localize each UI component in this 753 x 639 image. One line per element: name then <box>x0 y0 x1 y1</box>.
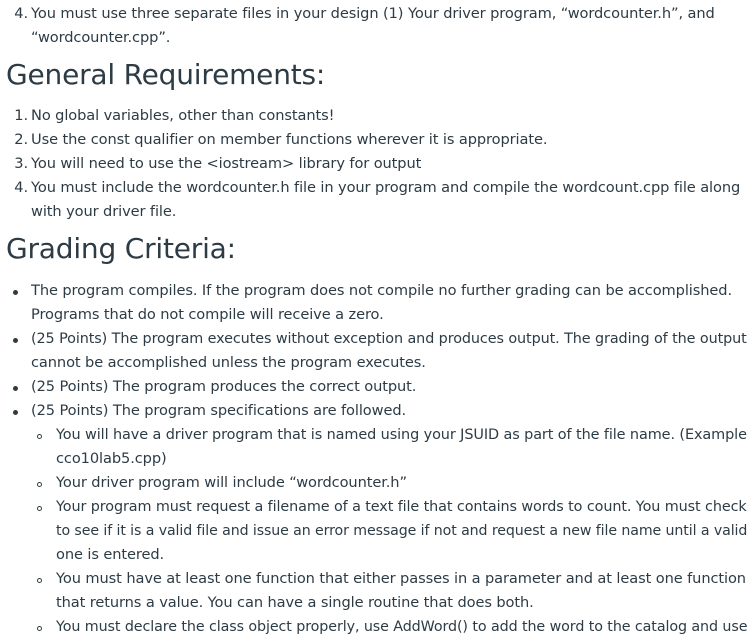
list-item-text: You must have at least one function that either passes in a parameter and at least one function <box>56 570 746 587</box>
list-item-text: No global variables, other than constants! <box>31 107 335 124</box>
list-item-text: You will have a driver program that is named using your JSUID as part of the file name. (Example <box>56 426 747 443</box>
list-item-text: The program compiles. If the program does not compile no further grading can be accomplished. <box>31 282 732 299</box>
list-item-text: Use the const qualifier on member functions wherever it is appropriate. <box>31 131 548 148</box>
list-number: 2. <box>14 131 28 148</box>
general-requirements-heading: General Requirements: <box>6 58 326 91</box>
list-number: 3. <box>14 155 28 172</box>
list-item-text: one is entered. <box>56 546 165 563</box>
list-item-text: You must declare the class object properly, use AddWord() to add the word to the catalog and use <box>56 618 748 635</box>
list-item-text: that returns a value. You can have a single routine that does both. <box>56 594 534 611</box>
list-item-text: Programs that do not compile will receive a zero. <box>31 306 384 323</box>
bullet-marker <box>13 386 18 391</box>
list-item-text: with your driver file. <box>31 203 177 220</box>
list-item-text: (25 Points) The program executes without exception and produces output. The grading of the output <box>31 330 747 347</box>
list-item-text: You must include the wordcounter.h file in your program and compile the wordcount.cpp file along <box>31 179 741 196</box>
list-item-text: “wordcounter.cpp”. <box>31 29 171 46</box>
sub-bullet-marker <box>37 506 42 511</box>
grading-criteria-heading: Grading Criteria: <box>6 232 236 265</box>
list-item-text: Your driver program will include “wordcounter.h” <box>56 474 407 491</box>
list-item-text: Your program must request a filename of a text file that contains words to count. You must check <box>56 498 747 515</box>
list-item-text: You must use three separate files in your design (1) Your driver program, “wordcounter.h”, and <box>31 5 715 22</box>
bullet-marker <box>13 290 18 295</box>
list-item-text: to see if it is a valid file and issue an error message if not and request a new file name until a valid <box>56 522 748 539</box>
sub-bullet-marker <box>37 482 42 487</box>
list-item-text: (25 Points) The program specifications are followed. <box>31 402 407 419</box>
bullet-marker <box>13 410 18 415</box>
list-item-text: cco10lab5.cpp) <box>56 450 167 467</box>
list-number: 4. <box>14 179 28 196</box>
sub-bullet-marker <box>37 578 42 583</box>
list-item-text: You will need to use the <iostream> library for output <box>31 155 422 172</box>
list-number: 1. <box>14 107 28 124</box>
list-item-text: (25 Points) The program produces the correct output. <box>31 378 417 395</box>
bullet-marker <box>13 338 18 343</box>
sub-bullet-marker <box>37 434 42 439</box>
list-number: 4. <box>14 5 28 22</box>
sub-bullet-marker <box>37 626 42 631</box>
list-item-text: cannot be accomplished unless the program executes. <box>31 354 426 371</box>
